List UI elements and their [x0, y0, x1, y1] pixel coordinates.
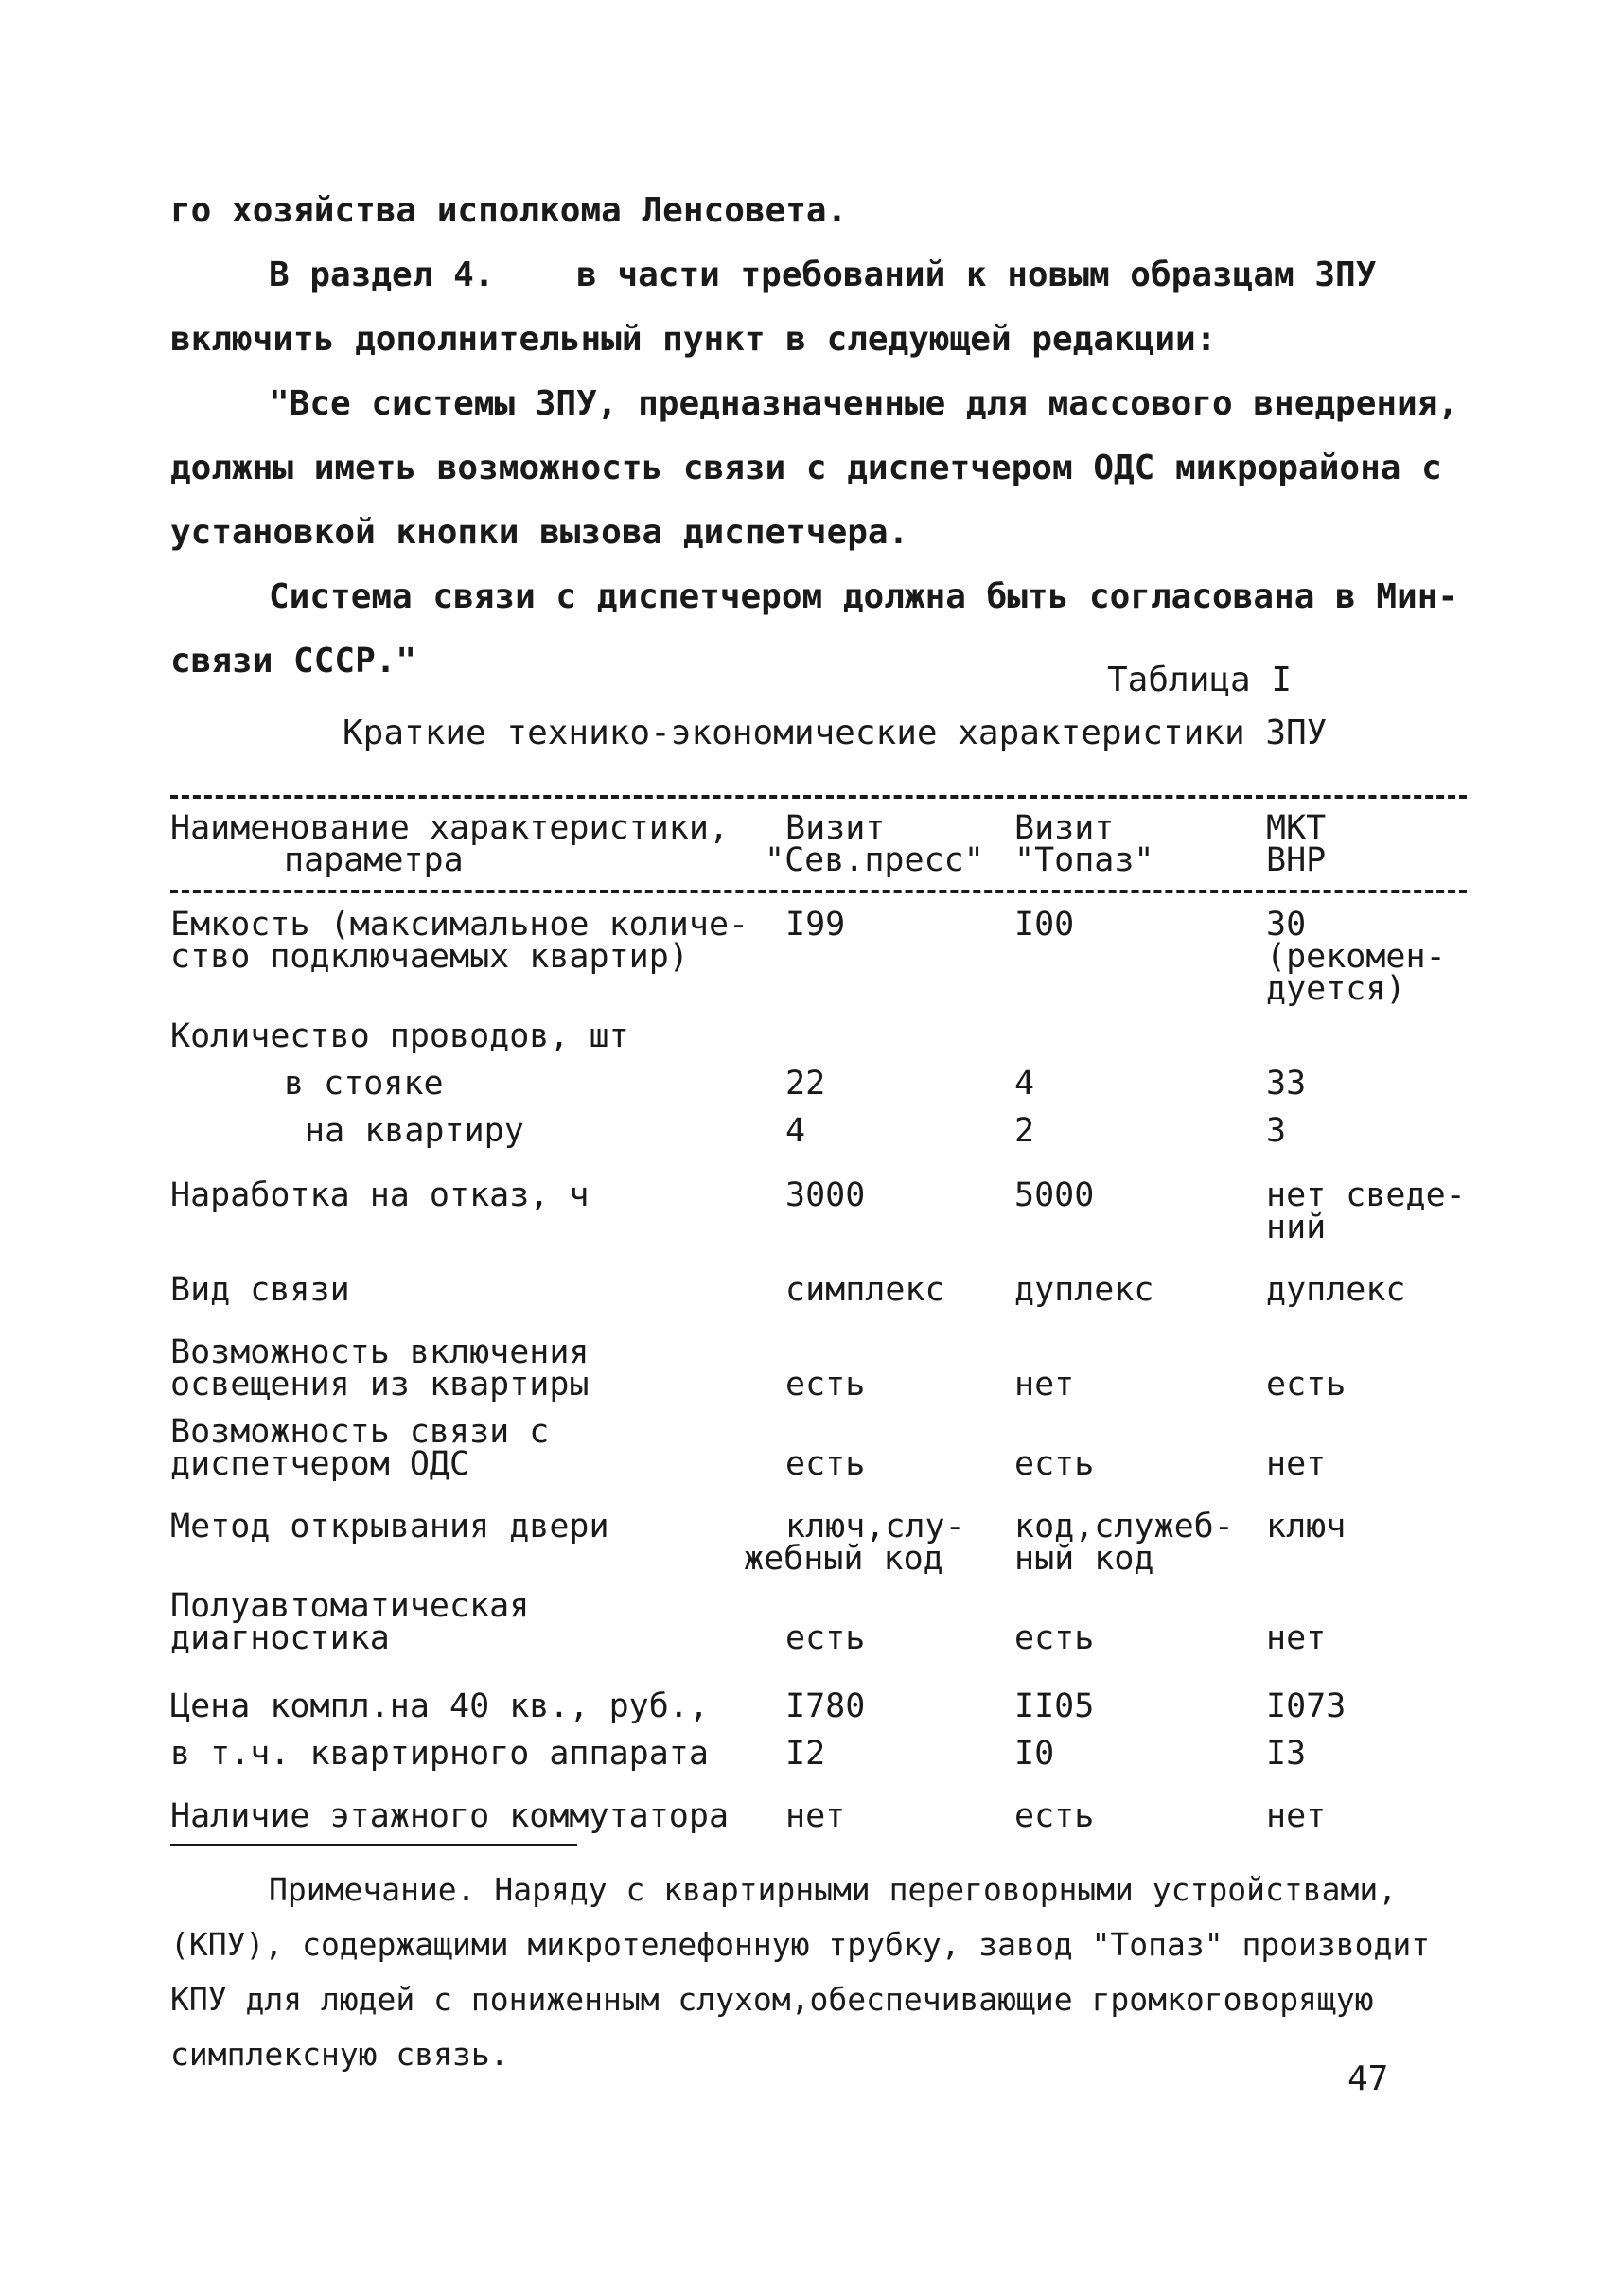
table-end-rule	[170, 1844, 577, 1846]
note-line-1: Примечание. Наряду с квартирными переговорными устройствами,	[269, 1871, 1398, 1908]
row-param-cont: освещения из квартиры	[170, 1366, 590, 1404]
header-col2-line1: Визит	[1014, 809, 1115, 847]
note-line-4: симплексную связь.	[170, 2036, 509, 2073]
row-param: в т.ч. квартирного аппарата	[170, 1735, 709, 1773]
header-param-line2: параметра	[284, 841, 464, 879]
body-line-5: должны иметь возможность связи с диспетчером ОДС микрорайона с	[170, 449, 1442, 487]
row-col2: есть	[1014, 1797, 1095, 1835]
row-col3: нет сведе-	[1266, 1176, 1466, 1214]
row-col3-cont2: дуется)	[1266, 970, 1406, 1008]
row-col3: нет	[1266, 1619, 1327, 1657]
row-param: Полуавтоматическая	[170, 1587, 530, 1625]
body-line-7: Система связи с диспетчером должна быть согласована в Мин-	[269, 577, 1459, 616]
body-line-8: связи СССР."	[170, 642, 417, 680]
row-col1: I99	[785, 906, 846, 944]
row-param: Количество проводов, шт	[170, 1017, 629, 1055]
row-param-cont: диагностика	[170, 1619, 390, 1657]
table-title: Краткие технико-экономические характеристики ЗПУ	[343, 714, 1328, 752]
row-col3: 33	[1266, 1065, 1307, 1103]
row-col2: нет	[1014, 1366, 1075, 1404]
row-col3: I3	[1266, 1735, 1307, 1773]
header-col1-line2: "Сев.пресс"	[765, 841, 984, 879]
row-col3: дуплекс	[1266, 1271, 1406, 1309]
row-col3-cont: ний	[1266, 1209, 1327, 1246]
note-line-2: (КПУ), содержащими микротелефонную трубку, завод "Топаз" производит	[170, 1926, 1431, 1963]
row-col1: симплекс	[785, 1271, 945, 1309]
row-col3: 3	[1266, 1112, 1287, 1150]
row-col2: есть	[1014, 1445, 1095, 1483]
table-header-rule	[170, 890, 1467, 893]
row-param: Емкость (максимальное количе-	[170, 906, 749, 944]
body-line-6: установкой кнопки вызова диспетчера.	[170, 513, 909, 552]
header-col3-line1: МКТ	[1266, 809, 1327, 847]
row-col1-cont: жебный код	[744, 1540, 943, 1578]
header-col1-line1: Визит	[785, 809, 886, 847]
row-col3: I073	[1266, 1687, 1347, 1725]
header-param-line1: Наименование характеристики,	[170, 809, 730, 847]
row-col2: 2	[1014, 1112, 1035, 1150]
row-col3: есть	[1266, 1366, 1347, 1404]
table-label: Таблица I	[1107, 661, 1293, 699]
row-col2: дуплекс	[1014, 1271, 1154, 1309]
row-param: Наработка на отказ, ч	[170, 1176, 590, 1214]
row-param: Метод открывания двери	[170, 1508, 609, 1545]
row-col2: I0	[1014, 1735, 1055, 1773]
table-top-rule	[170, 795, 1467, 799]
row-col1: есть	[785, 1366, 866, 1404]
row-col3: нет	[1266, 1797, 1327, 1835]
page-number: 47	[1347, 2059, 1389, 2098]
row-col1: 4	[785, 1112, 806, 1150]
row-col2: код,служеб-	[1014, 1508, 1234, 1545]
header-col2-line2: "Топаз"	[1014, 841, 1154, 879]
row-col3: 30	[1266, 906, 1307, 944]
row-col1: I780	[785, 1687, 866, 1725]
row-col1: нет	[785, 1797, 846, 1835]
row-col1: I2	[785, 1735, 826, 1773]
row-col2: I00	[1014, 906, 1075, 944]
body-line-3: включить дополнительный пункт в следующей редакции:	[170, 320, 1217, 359]
header-col3-line2: ВНР	[1266, 841, 1327, 879]
row-param: Цена компл.на 40 кв., руб.,	[170, 1687, 709, 1725]
row-param: Наличие этажного коммутатора	[170, 1797, 730, 1835]
body-line-2: В раздел 4. в части требований к новым образцам ЗПУ	[269, 256, 1377, 294]
row-col3-cont: (рекомен-	[1266, 938, 1446, 976]
note-line-3: КПУ для людей с пониженным слухом,обеспечивающие громкоговорящую	[170, 1981, 1374, 2018]
row-param-cont: диспетчером ОДС	[170, 1445, 470, 1483]
row-param-cont: ство подключаемых квартир)	[170, 938, 689, 976]
row-col2: есть	[1014, 1619, 1095, 1657]
body-line-1: го хозяйства исполкома Ленсовета.	[170, 191, 848, 230]
row-param: в стояке	[284, 1065, 444, 1103]
row-col1: 3000	[785, 1176, 866, 1214]
row-param: Возможность связи с	[170, 1413, 550, 1451]
row-col2: II05	[1014, 1687, 1095, 1725]
body-line-4: "Все системы ЗПУ, предназначенные для массового внедрения,	[269, 384, 1459, 423]
row-col1: 22	[785, 1065, 826, 1103]
row-col1: есть	[785, 1619, 866, 1657]
row-param: Возможность включения	[170, 1333, 590, 1371]
row-col2: 4	[1014, 1065, 1035, 1103]
row-col3: нет	[1266, 1445, 1327, 1483]
row-col1: ключ,слу-	[785, 1508, 965, 1545]
row-param: на квартиру	[305, 1112, 524, 1150]
row-col1: есть	[785, 1445, 866, 1483]
row-param: Вид связи	[170, 1271, 350, 1309]
row-col2: 5000	[1014, 1176, 1095, 1214]
row-col2-cont: ный код	[1014, 1540, 1154, 1578]
row-col3: ключ	[1266, 1508, 1347, 1545]
